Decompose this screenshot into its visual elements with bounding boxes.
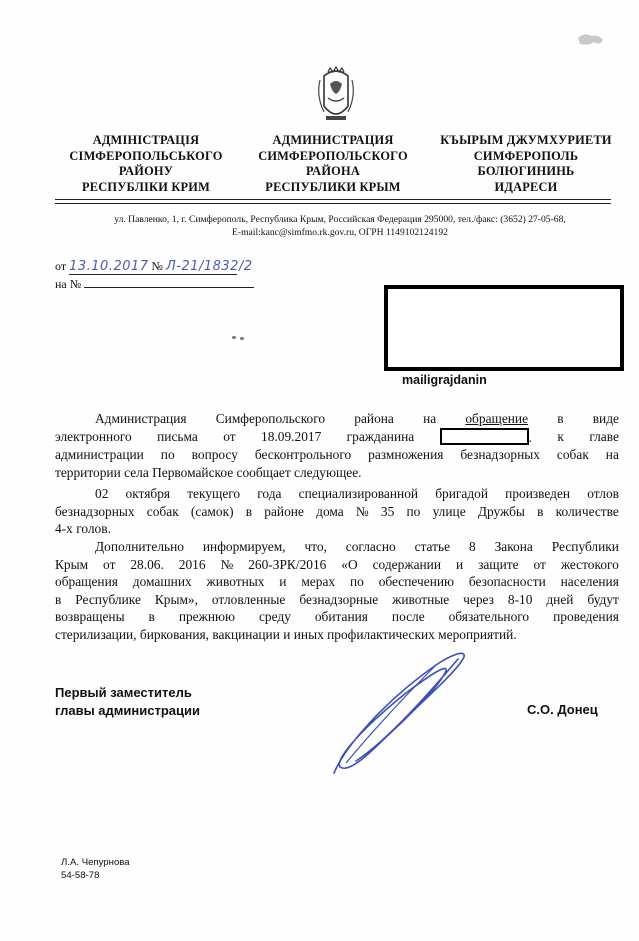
word: гражданина [346,428,415,444]
word: статье [414,539,451,554]
header-rule-bottom [55,203,611,204]
paragraph-2 [55,485,619,538]
word: 8-10 [507,591,533,607]
word: текущего [187,486,241,501]
word: главе [589,428,619,444]
scan-speck [240,337,244,340]
scan-speck [232,336,236,339]
word: произведен [505,486,571,501]
word: администрации [55,447,144,463]
word: населения [560,574,619,590]
incoming-number-blank [84,275,254,288]
word: к [557,428,564,444]
word: информируем, [202,539,286,554]
signatory-position-line2: главы администрации [55,703,200,718]
word: по [349,574,364,590]
word: 2016 [178,556,206,572]
word: собак [146,503,179,519]
word: Республике [75,591,141,607]
word: безнадзорных [460,447,540,463]
word: среду [258,609,291,625]
word: обитания [314,609,368,625]
executor-phone: 54-58-78 [61,870,100,881]
header-ukr-line: АДМІНІСТРАЦІЯ [92,133,200,147]
word: 8 [468,539,476,554]
paragraph-1 [55,410,619,481]
contact-email: E-mail:kanc@simfmo.rk.gov.ru, ОГРН 1149102124192 [232,227,448,238]
handwritten-number: Л-21/1832/2 [165,259,253,274]
crimea-emblem-icon [316,66,356,126]
word: от [533,556,546,572]
text-line [55,556,619,574]
text-line [55,428,619,447]
word: 18.09.2017 [261,428,322,444]
word: бригадой [435,486,489,501]
word: безопасности [468,574,546,590]
word: Республики [551,539,619,554]
word: улице [432,503,466,519]
word: обращения [55,574,118,590]
text-line [55,464,619,482]
word: домашних [132,574,192,590]
text-line [55,410,619,428]
word: районе [264,503,304,519]
word: и [455,556,464,572]
signatory-name: С.О. Донец [527,702,598,717]
text-line [55,626,619,644]
word: обязательного [448,609,530,625]
word: Крым», [154,591,198,607]
word: 260-ЗРК/2016 [248,556,327,572]
from-label: от [55,259,67,273]
word: отлов [587,486,619,501]
to-label: на № [55,277,82,291]
reference-underline [69,259,253,275]
number-label: № [151,259,163,273]
handwritten-signature-icon [326,645,476,780]
word: 28.06. [130,556,164,572]
header-rus-line: СИМФЕРОПОЛЬСКОГО [258,148,408,163]
header-ukrainian [56,133,236,195]
text-line [55,608,619,626]
redaction-box [440,428,529,445]
header-crh-line: СИМФЕРОПОЛЬ [473,148,579,163]
redacted-citizen-name [440,428,532,447]
word: что, [304,539,327,554]
word: письма [157,428,198,444]
word: возвращены [55,609,125,625]
word: вопросу [191,447,238,463]
word: и [279,574,287,590]
word: по [160,447,175,463]
text-line [55,503,619,521]
word: 4-х голов. [55,521,111,537]
word: в [245,503,253,519]
word: в [55,591,62,607]
word: от [223,428,236,444]
word: проведения [553,609,619,625]
word: через [463,591,494,607]
word: отловленные [211,591,286,607]
text-line [55,520,619,538]
header-ukr-line: СІМФЕРОПОЛЬСЬКОГО [69,148,223,163]
word: обращение [465,411,529,426]
word: безнадзорные [299,591,379,607]
header-russian [243,133,423,195]
word: 35 [380,503,395,519]
word: в [537,503,544,519]
word: стерилизации, биркования, вакцинации и иных профилактических мероприятий. [55,626,517,642]
header-rus-line: АДМИНИСТРАЦИЯ [272,133,394,147]
word: района [354,411,394,426]
header-rus-line: РЕСПУБЛИКИ КРЫМ [265,179,401,194]
word: электронного [55,428,132,444]
word: после [391,609,425,625]
word: дней [546,591,574,607]
word: Дополнительно [95,539,184,554]
redacted-addressee [384,285,624,371]
word: обеспечению [378,574,455,590]
word: специализированной [298,486,419,501]
word: от [103,556,116,572]
executor-name: Л.А. Чепурнова [61,857,130,868]
text-line [55,538,619,556]
outgoing-reference [55,259,253,275]
word: октября [125,486,171,501]
header-rus-line: РАЙОНА [306,164,360,178]
word: Симферопольского [215,411,326,426]
word: собак [556,447,589,463]
word: по [406,503,421,519]
word: на [423,411,437,426]
header-crimean-tatar [436,133,616,195]
executor-info [61,856,130,882]
word: 02 [95,486,109,501]
paragraph-3 [55,538,619,644]
scan-mark-icon [576,32,606,48]
word: животных [206,574,265,590]
recipient-email-handle: mailigrajdanin [402,373,487,387]
header-ukr-line: РЕСПУБЛІКИ КРИМ [81,179,211,194]
word: бесконтрольного [254,447,352,463]
word: в [148,609,155,625]
text-line [55,573,619,591]
word: защите [478,556,519,572]
word: дома [316,503,344,519]
header-crh-line: БОЛЮГИНИНЬ [477,164,575,178]
word: безнадзорных [55,503,135,519]
word: в [557,411,564,426]
word: Дружбы [477,503,525,519]
header-crh-line: КЪЫРЫМ ДЖУМХУРИЕТИ [440,133,612,147]
word: согласно [345,539,396,554]
word: территории села Первомайское сообщает следующее. [55,464,362,480]
incoming-reference [55,275,254,292]
handwritten-date: 13.10.2017 [69,259,149,274]
word: № [220,556,234,572]
text-line [55,591,619,609]
word: прежнюю [178,609,236,625]
word: животные [392,591,450,607]
header-ukr-line: РАЙОНУ [118,164,174,178]
word: № [355,503,369,519]
word: года [257,486,282,501]
word: Администрация [95,411,187,426]
text-line [55,446,619,464]
word: на [605,447,619,463]
contact-address: ул. Павленко, 1, г. Симферополь, Республика Крым, Российская Федерация 295000, тел./факс: (3652) 27-05-68, [114,214,566,225]
signatory-position [55,684,200,720]
signatory-position-line1: Первый заместитель [55,685,192,700]
word: (самок) [190,503,234,519]
word: . [528,429,533,445]
word: Крым [55,556,89,572]
text-line [55,485,619,503]
word: размножения [368,447,444,463]
header-rule-top [55,199,611,200]
word: мерах [301,574,336,590]
word: содержании [372,556,442,572]
header-crh-line: ИДАРЕСИ [494,179,558,194]
word: «О [341,556,358,572]
word: Закона [494,539,533,554]
word: жестокого [560,556,619,572]
word: виде [592,411,619,426]
word: количестве [555,503,619,519]
word: будут [587,591,619,607]
